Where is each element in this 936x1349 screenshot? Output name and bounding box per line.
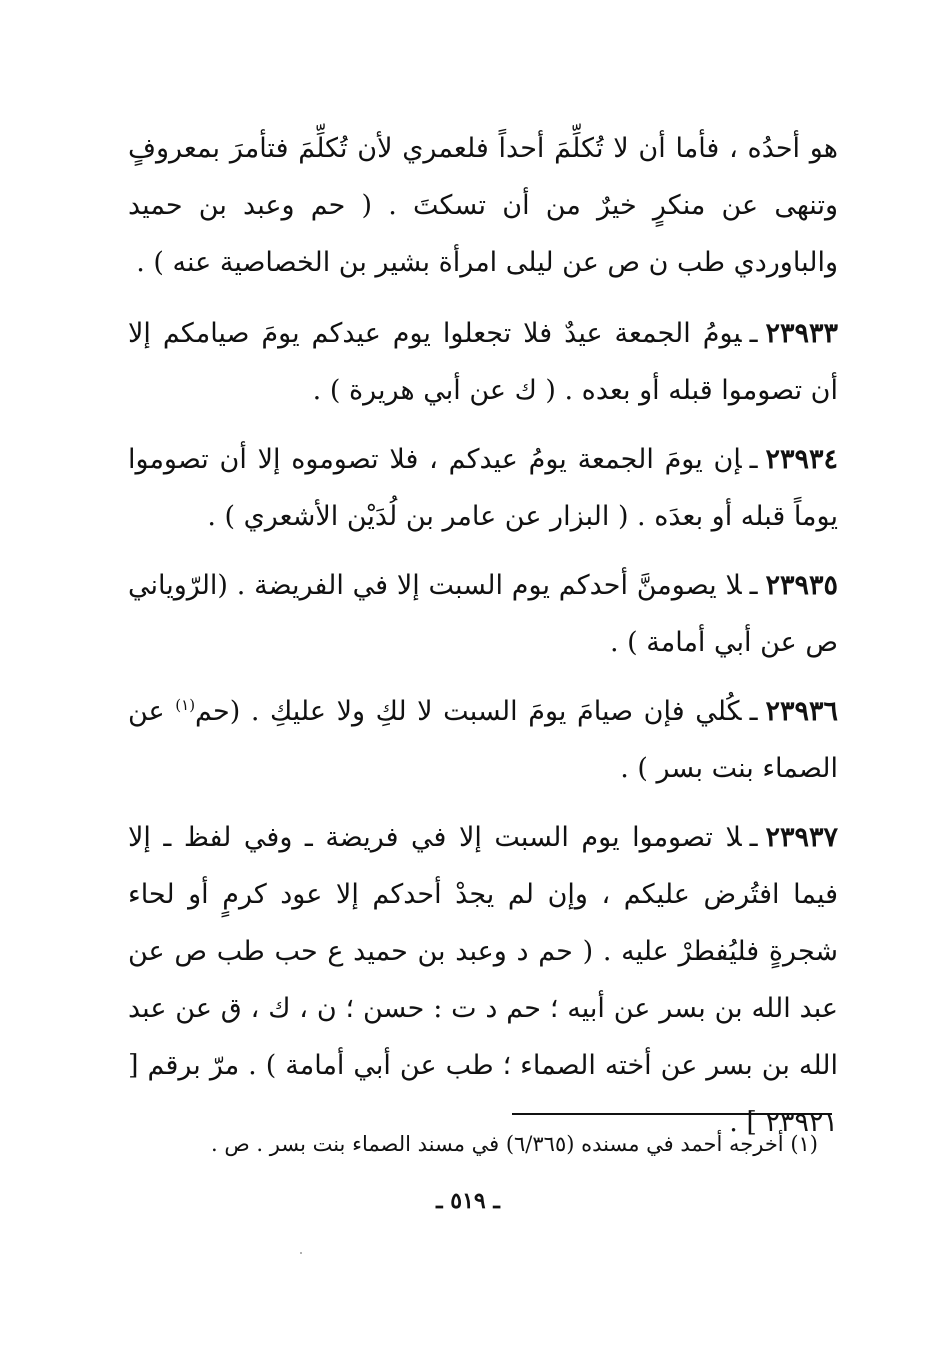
hadith-23934 [128,431,838,545]
hadith-number: ٢٣٩٣٥ [765,570,838,601]
hadith-23937 [128,809,838,1151]
hadith-23935 [128,557,838,671]
hadith-number: ٢٣٩٣٦ [765,696,838,727]
dash: ـ [749,822,758,853]
hadith-23936 [128,683,838,797]
dash: ـ [749,444,758,475]
hadith-number: ٢٣٩٣٧ [765,822,838,853]
hadith-text: لا تصوموا يوم السبت إلا في فريضة ـ وفي لفظ ـ إلا فيما افتُرض عليكم ، وإن لم يجدْ أحدكم إلا عود كرمٍ أو لحاء شجرةٍ فليُفطرْ عليه . ( حم د وعبد بن حميد ع حب طب ص عن عبد الله بن بسر عن أبيه ؛ حم د ت : حسن ؛ ن ، ك ، ق عن عبد الله بن بسر عن أخته الصماء ؛ طب عن أبي أمامة ) . مرّ برقم [ ٢٣٩٢١ ] . [128,822,838,1138]
dash: ـ [749,696,758,727]
paragraph-text: هو أحدُه ، فأما أن لا تُكلِّمَ أحداً فلعمري لأن تُكلِّمَ فتأمرَ بمعروفٍ وتنهى عن منكرٍ خيرٌ من أن تسكتَ . ( حم وعبد بن حميد والباوردي طب ن ص عن ليلى امرأة بشير بن الخصاصية عنه ) . [128,133,838,278]
hadith-text: إن يومَ الجمعة يومُ عيدكم ، فلا تصوموه إلا أن تصوموا يوماً قبله أو بعدَه . ( البزار عن عامر بن لُدَيْن الأشعري ) . [128,444,838,532]
scan-speck [300,1252,302,1254]
footnote-divider [512,1113,832,1115]
dash: ـ [749,318,758,349]
footnote-marker: (١) [175,696,196,714]
footnote: (١) أخرجه أحمد في مسنده (٦/٣٦٥) في مسند الصماء بنت بسر . ص . [210,1132,818,1156]
hadith-number: ٢٣٩٣٤ [765,444,838,475]
hadith-23933 [128,305,838,419]
hadith-text: يومُ الجمعة عيدٌ فلا تجعلوا يوم عيدكم يومَ صيامكم إلا أن تصوموا قبله أو بعده . ( ك عن أبي هريرة ) . [128,318,838,406]
hadith-number: ٢٣٩٣٣ [765,318,838,349]
paragraph-continuation [128,120,838,291]
page-number: ـ ٥١٩ ـ [436,1188,500,1214]
hadith-text: لا يصومنَّ أحدكم يوم السبت إلا في الفريضة . (الرّوياني ص عن أبي أمامة ) . [128,570,838,658]
hadith-text: كُلي فإن صيامَ يومَ السبت لا لكِ ولا عليكِ . (حم [195,696,742,727]
hadith-text-tail: عن الصماء بنت بسر ) . [128,696,838,784]
dash: ـ [749,570,758,601]
main-text [128,120,838,1163]
